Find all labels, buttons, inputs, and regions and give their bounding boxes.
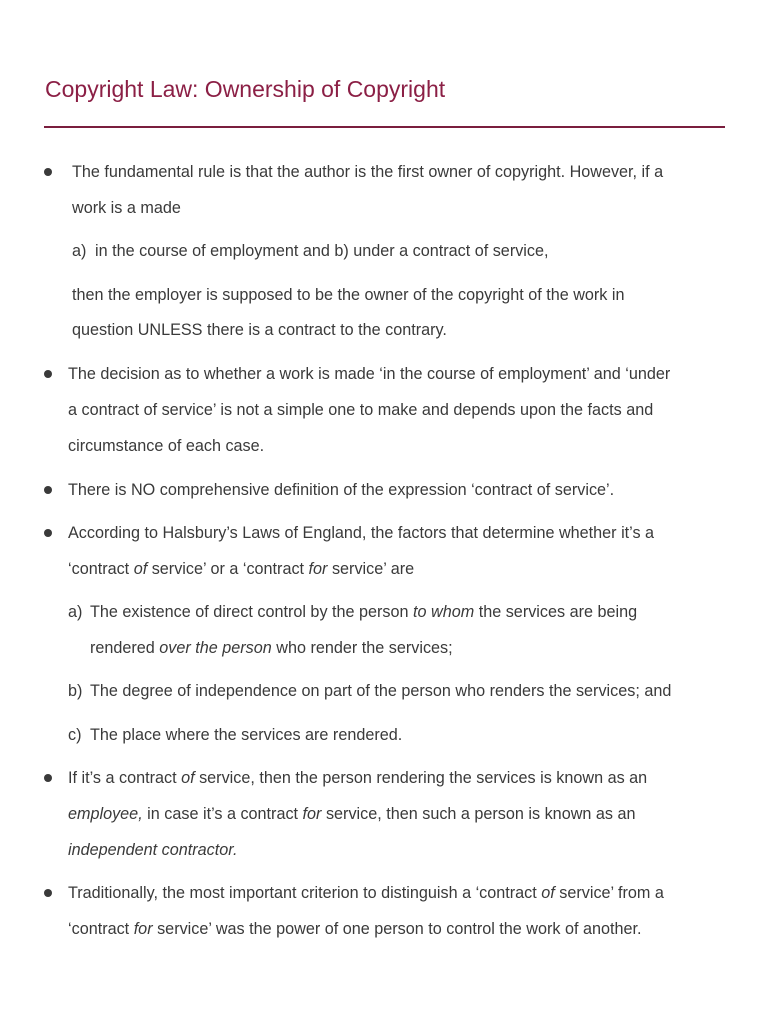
italic-run: for: [308, 560, 328, 578]
italic-run: independent contractor.: [68, 841, 238, 859]
text-run: service, then such a person is known as an: [321, 805, 636, 823]
bullet-6-line-2: [68, 919, 641, 939]
subitem-text: in the course of employment and b) under a contract of service,: [95, 242, 549, 260]
text-run: who render the services;: [271, 639, 453, 657]
bullet-2-line-2: a contract of service’ is not a simple one to make and depends upon the facts and: [68, 401, 654, 419]
factor-a-line-1: [68, 602, 637, 622]
bullet-5-dot: [44, 774, 52, 782]
page-title: Copyright Law: Ownership of Copyright: [45, 76, 446, 102]
bullet-5-line-1: [68, 768, 647, 788]
title-divider: [44, 126, 725, 128]
text-run: ‘contract: [68, 560, 134, 578]
factor-c: [68, 725, 402, 745]
bullet-3-line-1: There is NO comprehensive definition of the expression ‘contract of service’.: [68, 481, 615, 499]
text-run: service’ are: [327, 560, 415, 578]
bullet-1-line-4: question UNLESS there is a contract to the contrary.: [72, 321, 447, 339]
text-run: If it’s a contract: [68, 769, 182, 787]
bullet-5-line-3: [68, 840, 238, 860]
factor-b-label: b): [68, 682, 83, 700]
factor-c-label: c): [68, 726, 82, 744]
subitem-label: a): [72, 242, 87, 260]
factor-a-line-2: [90, 638, 453, 658]
italic-run: of: [541, 884, 555, 902]
italic-run: to whom: [413, 603, 475, 621]
text-run: in case it’s a contract: [142, 805, 303, 823]
bullet-1-dot: [44, 168, 52, 176]
bullet-2-dot: [44, 370, 52, 378]
bullet-4-dot: [44, 529, 52, 537]
bullet-1-subitem: [72, 241, 549, 261]
bullet-3-dot: [44, 486, 52, 494]
bullet-4-line-1: According to Halsbury’s Laws of England, the factors that determine whether it’s a: [68, 524, 655, 542]
factor-a-label: a): [68, 603, 83, 621]
bullet-5-line-2: [68, 804, 635, 824]
italic-run: for: [302, 805, 322, 823]
italic-run: for: [133, 920, 153, 938]
bullet-6-dot: [44, 889, 52, 897]
text-run: service’ from a: [554, 884, 664, 902]
text-run: service’ was the power of one person to control the work of another.: [152, 920, 642, 938]
bullet-6-line-1: [68, 883, 664, 903]
text-run: rendered: [90, 639, 160, 657]
text-run: Traditionally, the most important criterion to distinguish a ‘contract: [68, 884, 542, 902]
factor-c-text: The place where the services are rendered.: [90, 726, 403, 744]
italic-run: employee,: [68, 805, 143, 823]
factor-b-text: The degree of independence on part of the person who renders the services; and: [90, 682, 672, 700]
text-run: the services are being: [474, 603, 638, 621]
text-run: service’ or a ‘contract: [147, 560, 309, 578]
bullet-1-line-3: then the employer is supposed to be the owner of the copyright of the work in: [72, 286, 625, 304]
italic-run: of: [133, 560, 148, 578]
factor-b: [68, 681, 671, 701]
bullet-2-line-1: The decision as to whether a work is made ‘in the course of employment’ and ‘under: [68, 365, 671, 383]
text-run: ‘contract: [68, 920, 134, 938]
italic-run: of: [181, 769, 195, 787]
bullet-1-line-1: The fundamental rule is that the author is the first owner of copyright. However, if a: [72, 163, 664, 181]
text-run: service, then the person rendering the services is known as an: [194, 769, 648, 787]
text-run: The existence of direct control by the person: [90, 603, 414, 621]
bullet-1-line-2: work is a made: [72, 199, 181, 217]
bullet-4-line-2: [68, 559, 414, 579]
bullet-2-line-3: circumstance of each case.: [68, 437, 265, 455]
italic-run: over the person: [159, 639, 272, 657]
